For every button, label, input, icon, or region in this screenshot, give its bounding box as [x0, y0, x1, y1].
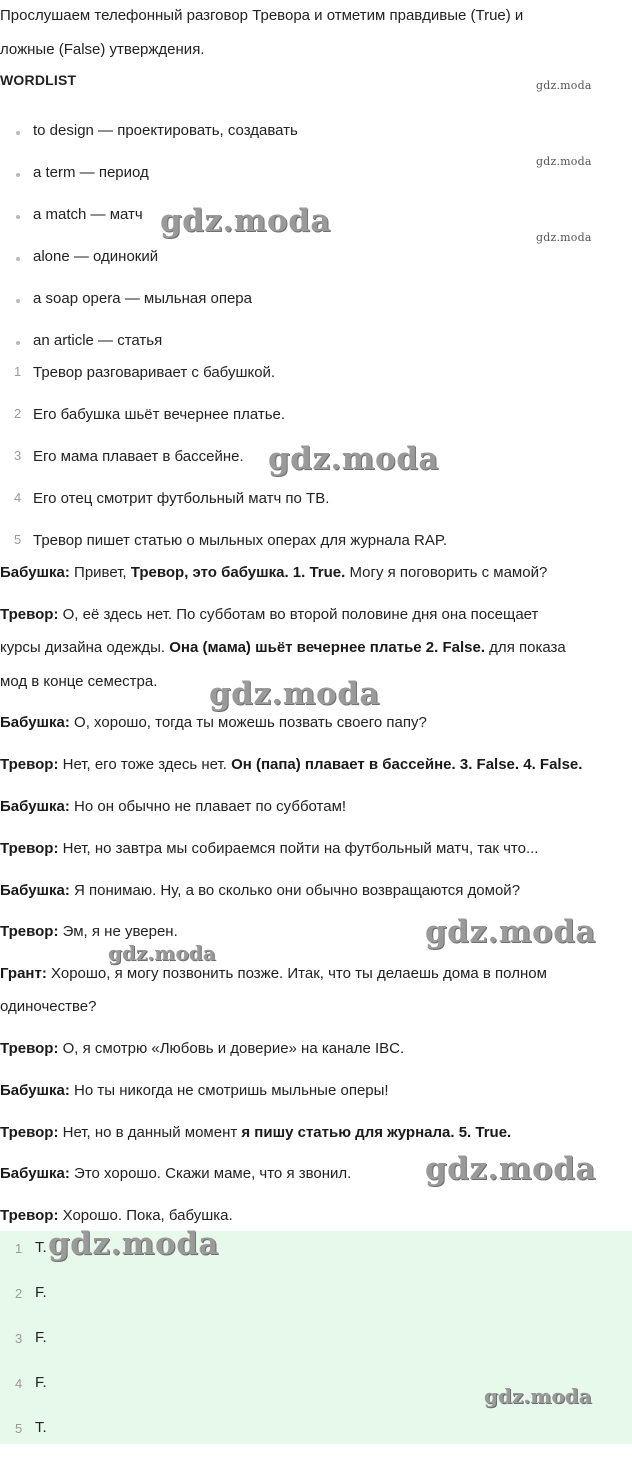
- bullet-icon: [16, 173, 20, 177]
- statement-number: 4: [14, 490, 22, 505]
- statement-text: Тревор разговаривает с бабушкой.: [33, 364, 276, 381]
- answer-number: 3: [15, 1331, 23, 1346]
- dialogue-line: Бабушка: Я понимаю. Ну, а во сколько они обычно возвращаются домой?: [0, 882, 521, 899]
- speaker-label: Бабушка:: [0, 1165, 70, 1182]
- dialogue-line: Тревор: Нет, но завтра мы собираемся пойти на футбольный матч, так что...: [0, 840, 539, 857]
- intro-line-1: Прослушаем телефонный разговор Тревора и отметим правдивые (True) и: [0, 7, 524, 24]
- wordlist-item: a match — матч: [33, 206, 143, 223]
- dialogue-line: Тревор: Нет, его тоже здесь нет. Он (папа) плавает в бассейне. 3. False. 4. False.: [0, 756, 583, 773]
- dialogue-line: Бабушка: Но ты никогда не смотришь мыльные оперы!: [0, 1082, 389, 1099]
- wordlist-item: an article — статья: [33, 332, 163, 349]
- statement-text: Его бабушка шьёт вечернее платье.: [33, 406, 286, 423]
- answer-value: F.: [35, 1329, 47, 1346]
- wordlist-item: a soap opera — мыльная опера: [33, 290, 252, 307]
- answer-number: 2: [15, 1286, 23, 1301]
- dialogue-line: Тревор: О, я смотрю «Любовь и доверие» на канале IBC.: [0, 1040, 405, 1057]
- dialogue-line: Грант: Хорошо, я могу позвонить позже. Итак, что ты делаешь дома в полном: [0, 965, 547, 982]
- intro-line-2: ложные (False) утверждения.: [0, 41, 205, 58]
- wordlist-title: WORDLIST: [0, 72, 77, 88]
- dialogue-line: Бабушка: Привет, Тревор, это бабушка. 1. True. Могу я поговорить с мамой?: [0, 564, 548, 581]
- watermark: gdz.moda: [425, 914, 596, 950]
- dialogue-line: Бабушка: Но он обычно не плавает по субботам!: [0, 798, 347, 815]
- watermark: gdz.moda: [209, 676, 380, 712]
- dialogue-line: Тревор: Эм, я не уверен.: [0, 923, 178, 940]
- watermark: gdz.moda: [536, 79, 592, 92]
- speaker-label: Бабушка:: [0, 798, 70, 815]
- speaker-label: Тревор:: [0, 606, 59, 623]
- watermark: gdz.moda: [48, 1226, 219, 1262]
- watermark: gdz.moda: [108, 941, 216, 965]
- dialogue-line: Бабушка: Это хорошо. Скажи маме, что я звонил.: [0, 1165, 352, 1182]
- answer-value: F.: [35, 1374, 47, 1391]
- watermark: gdz.moda: [484, 1384, 592, 1408]
- bullet-icon: [16, 215, 20, 219]
- dialogue-line: Тревор: Нет, но в данный момент я пишу статью для журнала. 5. True.: [0, 1124, 512, 1141]
- watermark: gdz.moda: [160, 203, 331, 239]
- wordlist-item: alone — одинокий: [33, 248, 159, 265]
- answer-value: F.: [35, 1284, 47, 1301]
- speaker-label: Грант:: [0, 965, 47, 982]
- watermark: gdz.moda: [425, 1151, 596, 1187]
- dialogue-line: одиночестве?: [0, 998, 97, 1015]
- answers-panel: [0, 1231, 632, 1444]
- statement-number: 1: [14, 364, 22, 379]
- speaker-label: Тревор:: [0, 840, 59, 857]
- statement-text: Тревор пишет статью о мыльных операх для журнала RAP.: [33, 532, 448, 549]
- speaker-label: Бабушка:: [0, 1082, 70, 1099]
- dialogue-line: Тревор: О, её здесь нет. По субботам во второй половине дня она посещает: [0, 606, 539, 623]
- speaker-label: Тревор:: [0, 756, 59, 773]
- speaker-label: Тревор:: [0, 1207, 59, 1224]
- dialogue-line: Тревор: Хорошо. Пока, бабушка.: [0, 1207, 233, 1224]
- bullet-icon: [16, 341, 20, 345]
- answer-number: 5: [15, 1421, 23, 1436]
- dialogue-line: Бабушка: О, хорошо, тогда ты можешь позвать своего папу?: [0, 714, 427, 731]
- statement-number: 2: [14, 406, 22, 421]
- bullet-icon: [16, 131, 20, 135]
- answer-value: T.: [35, 1419, 47, 1436]
- answer-number: 1: [15, 1241, 23, 1256]
- answer-number: 4: [15, 1376, 23, 1391]
- bullet-icon: [16, 299, 20, 303]
- bullet-icon: [16, 257, 20, 261]
- answer-value: T.: [35, 1239, 47, 1256]
- watermark: gdz.moda: [536, 231, 592, 244]
- dialogue-line: курсы дизайна одежды. Она (мама) шьёт вечернее платье 2. False. для показа: [0, 639, 566, 656]
- watermark: gdz.moda: [536, 155, 592, 168]
- statement-text: Его отец смотрит футбольный матч по ТВ.: [33, 490, 330, 507]
- statement-number: 3: [14, 448, 22, 463]
- speaker-label: Бабушка:: [0, 564, 70, 581]
- speaker-label: Тревор:: [0, 1040, 59, 1057]
- speaker-label: Тревор:: [0, 923, 59, 940]
- watermark: gdz.moda: [268, 441, 439, 477]
- wordlist-item: to design — проектировать, создавать: [33, 122, 298, 139]
- speaker-label: Тревор:: [0, 1124, 59, 1141]
- statement-text: Его мама плавает в бассейне.: [33, 448, 244, 465]
- speaker-label: Бабушка:: [0, 714, 70, 731]
- statement-number: 5: [14, 532, 22, 547]
- speaker-label: Бабушка:: [0, 882, 70, 899]
- wordlist-item: a term — период: [33, 164, 149, 181]
- dialogue-line: мод в конце семестра.: [0, 673, 158, 690]
